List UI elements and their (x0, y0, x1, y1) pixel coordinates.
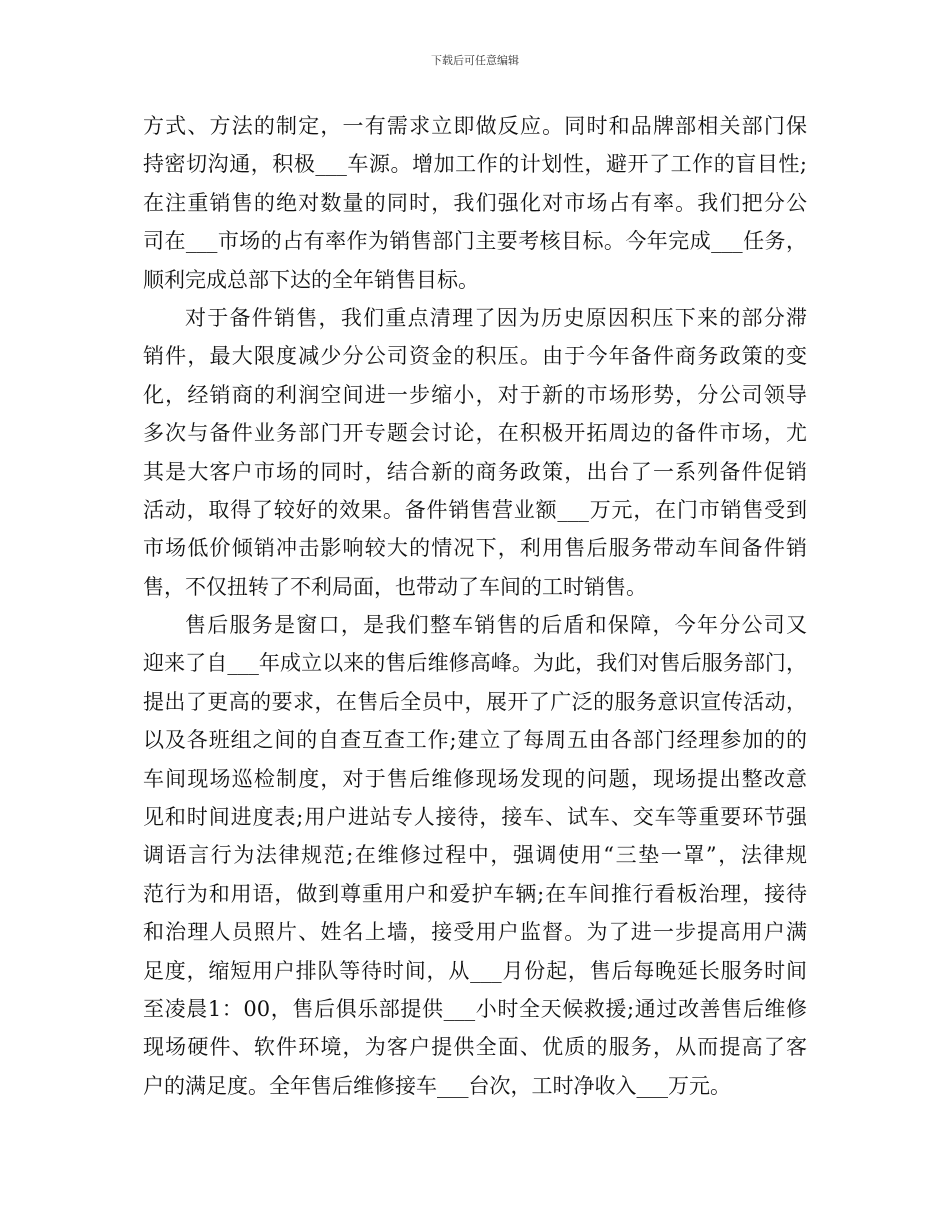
text-line: 在注重销售的绝对数量的同时，我们强化对市场占有率。我们把分公 (143, 190, 807, 215)
text-line: 活动，取得了较好的效果。备件销售营业额___万元，在门市销售受到 (143, 497, 807, 522)
page-header: 下载后可任意编辑 (431, 54, 519, 67)
text-line: 见和时间进度表;用户进站专人接待，接车、试车、交车等重要环节强 (143, 805, 807, 830)
text-line: 销件，最大限度减少分公司资金的积压。由于今年备件商务政策的变 (143, 344, 807, 369)
text-line: 顺利完成总部下达的全年销售目标。 (143, 267, 479, 292)
text-line: 司在___市场的占有率作为销售部门主要考核目标。今年完成___任务， (143, 229, 807, 254)
text-line: 以及各班组之间的自查互查工作;建立了每周五由各部门经理参加的的 (143, 728, 807, 753)
text-line: 市场低价倾销冲击影响较大的情况下，利用售后服务带动车间备件销 (143, 536, 807, 561)
text-line: 至凌晨1：00，售后俱乐部提供___小时全天候救援;通过改善售后维修 (143, 996, 807, 1021)
text-line: 迎来了自___年成立以来的售后维修高峰。为此，我们对售后服务部门， (143, 651, 807, 676)
text-line: 车间现场巡检制度，对于售后维修现场发现的问题，现场提出整改意 (143, 766, 807, 791)
paragraph-first-line: 对于备件销售，我们重点清理了因为历史原因积压下来的部分滞 (185, 305, 807, 330)
text-line: 售，不仅扭转了不利局面，也带动了车间的工时销售。 (143, 574, 647, 599)
paragraph-first-line: 售后服务是窗口，是我们整车销售的后盾和保障，今年分公司又 (185, 613, 807, 638)
text-line: 户的满足度。全年售后维修接车___台次，工时净收入___万元。 (143, 1073, 731, 1098)
text-line: 多次与备件业务部门开专题会讨论，在积极开拓周边的备件市场，尤 (143, 421, 807, 446)
text-line: 范行为和用语，做到尊重用户和爱护车辆;在车间推行看板治理，接待 (143, 881, 807, 906)
text-line: 足度，缩短用户排队等待时间，从___月份起，售后每晚延长服务时间 (143, 958, 807, 983)
document-body (143, 107, 807, 1105)
text-line: 持密切沟通，积极___车源。增加工作的计划性，避开了工作的盲目性; (143, 152, 807, 177)
text-line: 调语言行为法律规范;在维修过程中，强调使用“三垫一罩”，法律规 (143, 843, 807, 868)
text-line: 化，经销商的利润空间进一步缩小，对于新的市场形势，分公司领导 (143, 382, 807, 407)
text-line: 现场硬件、软件环境，为客户提供全面、优质的服务，从而提高了客 (143, 1035, 807, 1060)
text-line: 和治理人员照片、姓名上墙，接受用户监督。为了进一步提高用户满 (143, 920, 807, 945)
text-line: 其是大客户市场的同时，结合新的商务政策，出台了一系列备件促销 (143, 459, 807, 484)
text-line: 提出了更高的要求，在售后全员中，展开了广泛的服务意识宣传活动， (143, 689, 807, 714)
text-line: 方式、方法的制定，一有需求立即做反应。同时和品牌部相关部门保 (143, 114, 807, 138)
